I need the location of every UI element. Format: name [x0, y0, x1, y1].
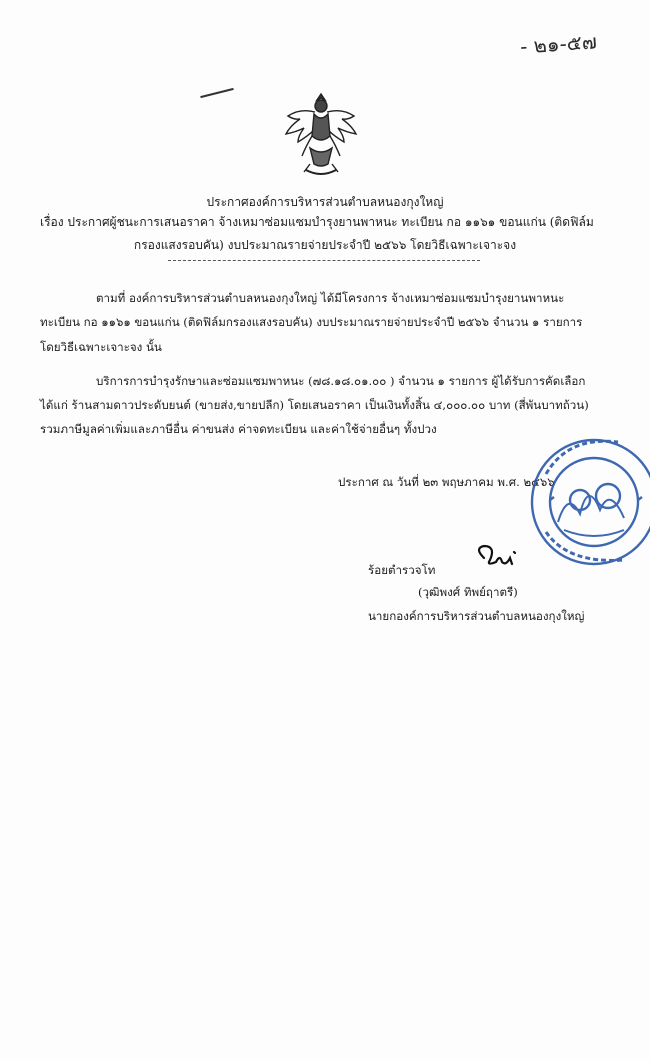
handwritten-signature-icon	[470, 540, 526, 572]
document-title: ประกาศองค์การบริหารส่วนตำบลหนองกุงใหญ่	[206, 195, 444, 209]
signer-name: (วุฒิพงศ์ ทิพย์ฤาตรี)	[418, 585, 518, 599]
pen-stroke-mark	[200, 88, 233, 98]
signer-position: นายกองค์การบริหารส่วนตำบลหนองกุงใหญ่	[368, 609, 585, 623]
paragraph-1-line-2: ทะเบียน กอ ๑๑๖๑ ขอนแก่น (ติดฟิล์มกรองแสงรอบคัน) งบประมาณรายจ่ายประจำปี ๒๕๖๖ จำนวน ๑ รายการ	[40, 315, 583, 329]
handwritten-note: - ๒๑-๕๗	[519, 29, 598, 59]
subject-line-2: กรองแสงรอบคัน) งบประมาณรายจ่ายประจำปี ๒๕๖๖ โดยวิธีเฉพาะเจาะจง	[133, 238, 517, 252]
header-divider	[168, 260, 480, 261]
garuda-emblem-icon	[280, 86, 362, 180]
signer-rank: ร้อยตำรวจโท	[368, 563, 436, 577]
paragraph-2-line-1: บริการการบำรุงรักษาและซ่อมแซมพาหนะ (๗๘.๑๘.๐๑.๐๐ ) จำนวน ๑ รายการ ผู้ได้รับการคัดเลือก	[96, 374, 586, 388]
paragraph-1-line-3: โดยวิธีเฉพาะเจาะจง นั้น	[40, 340, 162, 354]
paragraph-2-line-3: รวมภาษีมูลค่าเพิ่มและภาษีอื่น ค่าขนส่ง ค่าจดทะเบียน และค่าใช้จ่ายอื่นๆ ทั้งปวง	[40, 422, 437, 436]
subject-line-1: เรื่อง ประกาศผู้ชนะการเสนอราคา จ้างเหมาซ่อมแซมบำรุงยานพาหนะ ทะเบียน กอ ๑๑๖๑ ขอนแก่น (ติดฟิล์ม	[40, 215, 594, 229]
official-seal-stamp-icon	[528, 430, 650, 570]
paragraph-1-line-1: ตามที่ องค์การบริหารส่วนตำบลหนองกุงใหญ่ ได้มีโครงการ จ้างเหมาซ่อมแซมบำรุงยานพาหนะ	[96, 291, 565, 305]
announcement-date: ประกาศ ณ วันที่ ๒๓ พฤษภาคม พ.ศ. ๒๕๖๖	[338, 475, 555, 489]
paragraph-2-line-2: ได้แก่ ร้านสามดาวประดับยนต์ (ขายส่ง,ขายปลีก) โดยเสนอราคา เป็นเงินทั้งสิ้น ๔,๐๐๐.๐๐ บาท (สี่พันบาทถ้วน)	[40, 398, 589, 412]
